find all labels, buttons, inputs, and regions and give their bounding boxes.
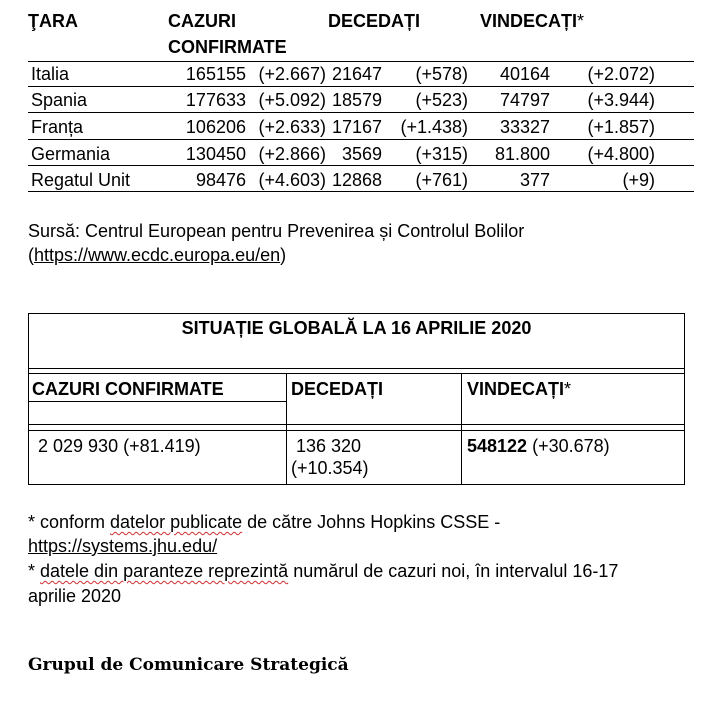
global-header-deaths: DECEDAȚI [291, 379, 384, 399]
global-header-confirmed: CAZURI CONFIRMATE [32, 379, 224, 399]
row-deaths: 17167 [331, 117, 382, 137]
global-value-recovered-total: 548122 [467, 436, 528, 456]
global-rule [29, 368, 684, 369]
row-recovered-new: (+9) [622, 170, 655, 190]
note-parentheses [28, 560, 618, 582]
note-parentheses-line2: aprilie 2020 [28, 586, 122, 606]
row-confirmed: 177633 [185, 90, 246, 110]
source-url-link[interactable]: https://www.ecdc.europa.eu/en [34, 245, 281, 265]
header-recovered [480, 10, 584, 32]
row-recovered: 74797 [499, 90, 550, 110]
row-deaths: 3569 [341, 144, 382, 164]
header-country: ŢARA [28, 11, 78, 31]
table-rule [28, 191, 694, 192]
row-deaths: 12868 [331, 170, 382, 190]
row-recovered-new: (+3.944) [587, 90, 655, 110]
source-open-paren: ( [28, 245, 34, 265]
signature: Grupul de Comunicare Strategică [28, 655, 349, 675]
source-url-line [28, 244, 286, 266]
row-confirmed-new: (+2.633) [258, 117, 326, 137]
header-confirmed-line2: CONFIRMATE [168, 37, 287, 57]
row-deaths-new: (+523) [415, 90, 468, 110]
table-rule [28, 112, 694, 113]
global-value-recovered [467, 435, 610, 457]
global-rule [29, 430, 684, 431]
row-recovered-new: (+4.800) [587, 144, 655, 164]
source-close-paren: ) [280, 245, 287, 265]
global-header-recovered-label: VINDECAȚI [467, 379, 565, 399]
row-deaths: 18579 [331, 90, 382, 110]
row-deaths-new: (+578) [415, 64, 468, 84]
row-recovered: 377 [519, 170, 550, 190]
row-country: Italia [31, 64, 70, 84]
row-confirmed: 165155 [185, 64, 246, 84]
table-rule [28, 86, 694, 87]
note-text: numărul de cazuri noi, în intervalul 16-17 [288, 561, 619, 581]
table-rule [28, 139, 694, 140]
row-recovered-new: (+1.857) [587, 117, 655, 137]
table-rule [28, 61, 694, 62]
source-line: Sursă: Centrul European pentru Prevenirea și Controlul Bolilor [28, 221, 525, 241]
row-country: Franța [31, 117, 84, 137]
note-source [28, 511, 500, 533]
row-confirmed: 106206 [185, 117, 246, 137]
row-recovered: 40164 [499, 64, 550, 84]
row-confirmed: 98476 [195, 170, 246, 190]
global-value-confirmed: 2 029 930 (+81.419) [38, 436, 201, 456]
row-recovered: 81.800 [494, 144, 550, 164]
global-header-recovered-mark: * [564, 379, 572, 399]
header-recovered-mark: * [577, 11, 585, 31]
note-text: * [28, 561, 41, 581]
row-deaths: 21647 [331, 64, 382, 84]
note-text: datelor publicate [110, 512, 243, 532]
header-deaths: DECEDAȚI [328, 11, 421, 31]
global-title: SITUAȚIE GLOBALĂ LA 16 APRILIE 2020 [181, 318, 532, 338]
row-deaths-new: (+315) [415, 144, 468, 164]
global-header-recovered [467, 378, 571, 400]
global-value-deaths-line2: (+10.354) [291, 458, 369, 478]
row-confirmed-new: (+4.603) [258, 170, 326, 190]
global-value-deaths-line1: 136 320 [296, 436, 362, 456]
global-col-divider [286, 373, 287, 484]
row-confirmed-new: (+5.092) [258, 90, 326, 110]
row-country: Spania [31, 90, 88, 110]
row-confirmed-new: (+2.866) [258, 144, 326, 164]
global-rule [29, 424, 684, 425]
row-deaths-new: (+1.438) [400, 117, 468, 137]
table-rule [28, 165, 694, 166]
note-source-url [28, 535, 217, 557]
row-deaths-new: (+761) [415, 170, 468, 190]
row-country: Germania [31, 144, 111, 164]
note-text: datele din paranteze reprezintă [40, 561, 289, 581]
header-recovered-label: VINDECAȚI [480, 11, 578, 31]
row-confirmed-new: (+2.667) [258, 64, 326, 84]
global-value-recovered-new: (+30.678) [527, 436, 610, 456]
note-text: * conform [28, 512, 111, 532]
jhu-url-link[interactable]: https://systems.jhu.edu/ [28, 536, 218, 556]
header-confirmed-line1: CAZURI [168, 11, 236, 31]
global-col-divider [461, 373, 462, 484]
global-rule [29, 401, 286, 402]
row-country: Regatul Unit [31, 170, 131, 190]
row-recovered: 33327 [499, 117, 550, 137]
row-recovered-new: (+2.072) [587, 64, 655, 84]
global-rule [29, 373, 684, 374]
global-situation-table [28, 313, 685, 485]
note-text: de către Johns Hopkins CSSE - [242, 512, 501, 532]
row-confirmed: 130450 [185, 144, 246, 164]
